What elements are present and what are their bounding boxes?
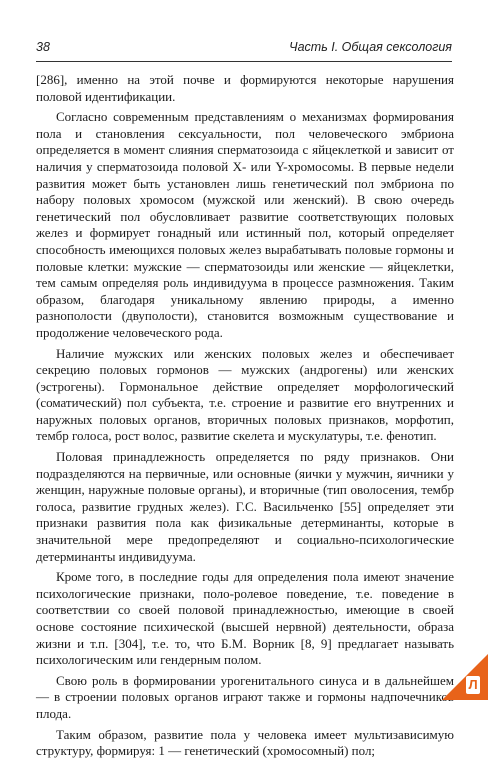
paragraph-5: Кроме того, в последние годы для определения пола имеют значение психологические признаки, поло-ролевое поведение, т.е. поведение в соответствии со своей половой принадлежностью, имеющие в своей основе состояние психической (высшей нервной) деятельности, образа жизни и т.п. [304], т.е. то, что Б.М. Ворник [8, 9] предлагает называть психологическим или гендерным полом. (36, 569, 454, 668)
logo-triangle (442, 654, 488, 700)
paragraph-4: Половая принадлежность определяется по ряду признаков. Они подразделяются на первичные, или основные (яички у мужчин, яичники у женщин, наружные половые органы), и вторичные (тип оволосения, тембр голоса, развитие грудных желез). Г.С. Васильченко [55] определяет эти признаки развития пола как физикальные детерминанты, которые в значительной мере предопределяют и социально-психологические детерминанты индивидуума. (36, 449, 454, 564)
paragraph-3: Наличие мужских или женских половых желез и обеспечивает секрецию половых гормонов — мужских (андрогены) или женских (эстрогены). Гормональное действие определяет морфологический (соматический) пол субъекта, т.е. строение и развитие его внутренних и наружных половых органов, вторичных половых признаков, морфотип, тембр голоса, рост волос, развитие скелета и мускулатуры, т.е. фенотип. (36, 345, 454, 444)
body-text (36, 72, 454, 764)
running-title: Часть I. Общая сексология (289, 40, 452, 54)
publisher-logo-icon (442, 654, 488, 700)
paragraph-1: [286], именно на этой почве и формируются некоторые нарушения половой идентификации. (36, 72, 454, 104)
paragraph-6: Свою роль в формировании урогенитального синуса и в дальнейшем — в строении половых органов играют также и гормоны надпочечников плода. (36, 672, 454, 721)
header-divider (36, 61, 452, 62)
paragraph-2: Согласно современным представлениям о механизмах формирования пола и становления сексуальности, пол человеческого эмбриона определяется в момент слияния сперматозоида с яйцеклеткой и зависит от наличия у сперматозоида половой X- или Y-хромосомы. В первые недели развития может быть установлен лишь генетический пол эмбриона по набору половых хромосом (мужской или женский). В свою очередь генетический пол обусловливает развитие соответствующих половых желез и формирует гонадный или истинный пол, который определяет способность имеющихся половых желез вырабатывать половые гормоны и половые клетки: мужские — сперматозоиды или женские — яйцеклетки, тем самым определяя роль индивидуума в процессе размножения. Таким образом, благодаря уникальному явлению природы, а именно разнополости (двуполости), становится возможным существование и продолжение человеческого рода. (36, 109, 454, 340)
page-number: 38 (36, 40, 50, 54)
paragraph-7: Таким образом, развитие пола у человека имеет мультизависимую структуру, формируя: 1 — генетический (хромосомный) пол; (36, 726, 454, 759)
logo-letter: Л (468, 677, 478, 692)
page-header (36, 40, 452, 58)
